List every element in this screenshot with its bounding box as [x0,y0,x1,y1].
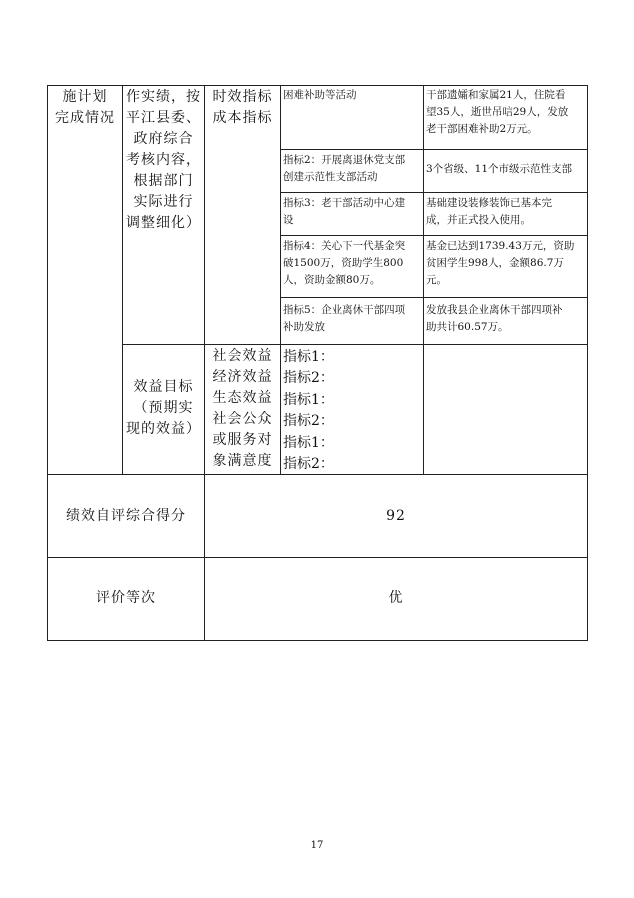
indicator-name: 指标2：开展离退休党支部 创建示范性支部活动 [283,154,406,183]
row-divider [280,235,587,236]
indicator-name: 指标3：老干部活动中心建 设 [283,197,406,226]
benefit-indicator: 指标2： [283,413,334,429]
table-border-left [47,85,48,641]
page-number: 17 [310,840,324,851]
row-divider [280,297,587,298]
indicator-value: 干部遗孀和家属21人，住院看 望35人，逝世吊唁29人，发放 老干部困难补助2万元。 [426,89,569,135]
indicator-value: 基础建设装修装饰已基本完 成，并正式投入使用。 [426,197,552,226]
benefit-indicator: 指标2： [283,370,334,386]
table-border-right [587,85,588,641]
benefit-indicator: 指标1： [283,392,334,408]
grade-value: 优 [388,590,404,606]
score-label: 绩效自评综合得分 [66,508,186,524]
benefit-target-label: 效益目标 （预期实 现的效益） [126,379,201,437]
benefit-indicator: 指标1： [283,435,334,451]
row-divider [122,344,587,345]
performance-note: 作实绩，按 平江县委、 政府综合 考核内容， 根据部门 实际进行 调整细化） [126,89,201,231]
plan-completion-label: 施计划 完成情况 [55,89,115,126]
score-value: 92 [386,508,406,524]
indicator-name: 困难补助等活动 [283,89,357,101]
row-divider [280,149,587,150]
table-border-bottom [47,640,587,641]
indicator-name: 指标5：企业离休干部四项 补助发放 [283,304,406,333]
row-divider [47,474,587,475]
indicator-value: 基金已达到1739.43万元，资助 贫困学生998人，金额86.7万 元。 [426,240,575,286]
col-divider [423,85,424,474]
row-divider [47,557,587,558]
indicator-type-labels: 时效指标 成本指标 [212,89,273,126]
col-divider [280,85,281,474]
grade-label: 评价等次 [96,590,156,606]
benefit-indicator: 指标2： [283,456,334,472]
table-border-top [47,85,587,86]
indicator-value: 发放我县企业离休干部四项补 助共计60.57万。 [426,304,563,333]
benefit-indicator: 指标1： [283,349,334,365]
indicator-name: 指标4：关心下一代基金突 破1500万，资助学生800 人，资助金额80万。 [283,240,406,286]
row-divider [280,192,587,193]
benefit-categories: 社会效益 经济效益 生态效益 社会公众 或服务对 象满意度 [212,348,273,469]
indicator-value: 3个省级、11个市级示范性支部 [426,163,573,175]
